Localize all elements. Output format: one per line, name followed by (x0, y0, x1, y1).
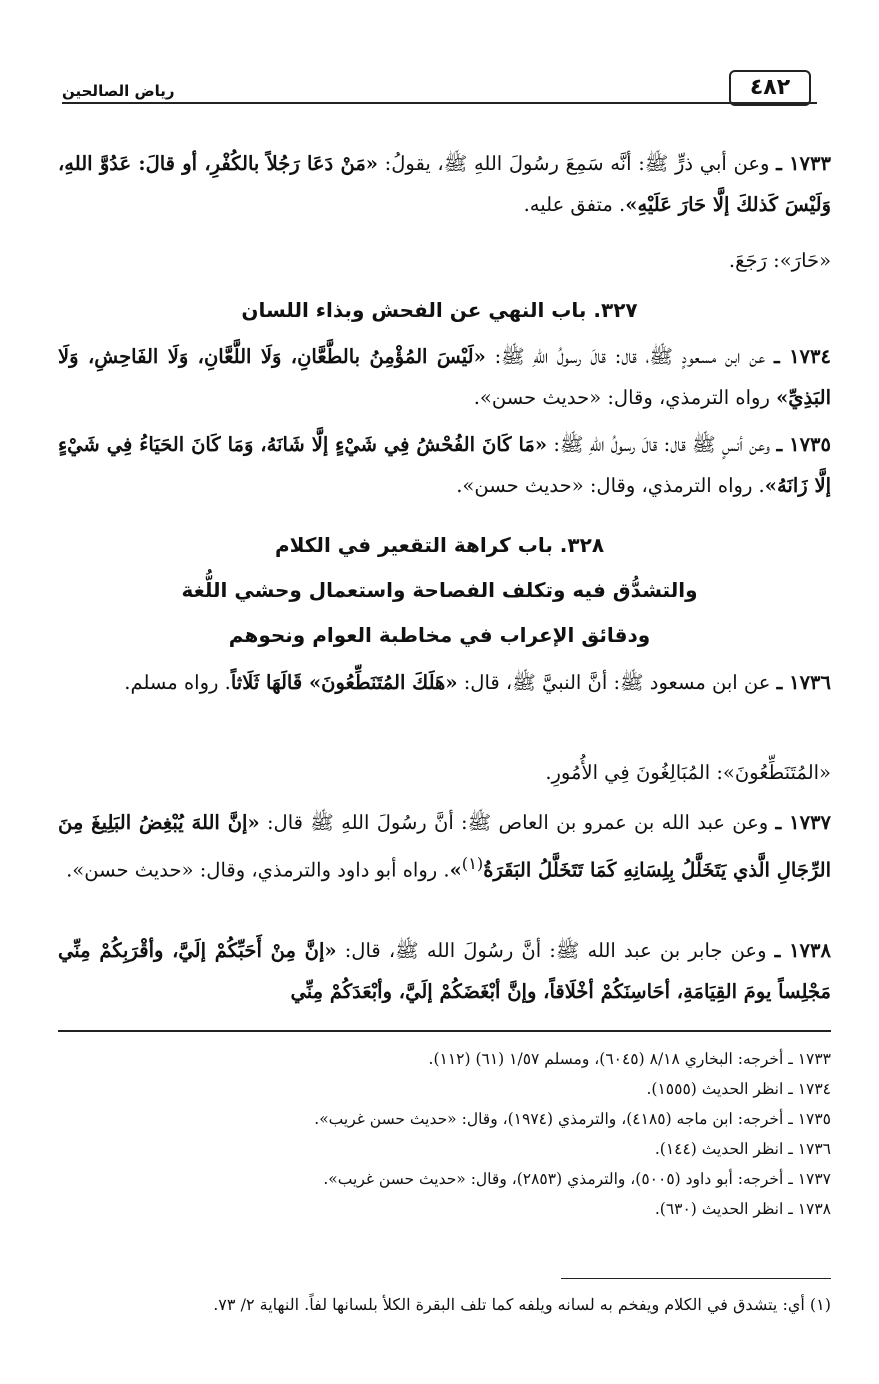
hadith-1733 (58, 143, 831, 225)
hadith-quote: «هَلَكَ المُتَنَطِّعُونَ» قَالَهَا ثَلَاثاً (230, 671, 458, 694)
hadith-intro: عن ابن مسعود ﷺ: أنَّ النبيَّ ﷺ، قال: (457, 671, 777, 694)
chapter-heading-328-line-3: ودقائق الإعراب في مخاطبة العوام ونحوهم (228, 623, 651, 647)
footnote-1735: ١٧٣٥ ـ أخرجه: ابن ماجه (٤١٨٥)، والترمذي (١٩٧٤)، وقال: «حديث حسن غريب». (314, 1110, 831, 1128)
hadith-1738 (58, 930, 831, 1012)
hadith-number: ١٧٣٨ ـ (774, 939, 831, 962)
chapter-heading-328-line-1: ٣٢٨. باب كراهة التقعير في الكلام (274, 533, 605, 557)
quote-close: » (449, 858, 462, 882)
hadith-number: ١٧٣٧ ـ (775, 811, 832, 834)
hadith-1735 (58, 424, 831, 506)
hadith-source: . متفق عليه. (523, 193, 626, 216)
hadith-number: ١٧٣٤ ـ (773, 345, 831, 368)
footnote-marker: (١) (461, 854, 484, 873)
hadith-intro: وعن جابر بن عبد الله ﷺ: أنَّ رسُولَ الله ﷺ، قال: (336, 939, 775, 962)
hadith-source: . رواه مسلم. (124, 671, 231, 694)
hadith-intro: عن ابن مسعودٍ ﷺ، قال: قالَ رسولُ اللهِ ﷺ: (485, 345, 774, 368)
hadith-source: . رواه أبو داود والترمذي، وقال: «حديث حسن». (66, 858, 450, 882)
hadith-intro: وعن عبد الله بن عمرو بن العاص ﷺ: أنَّ رسُولَ اللهِ ﷺ قال: (259, 811, 776, 834)
footnote-1736: ١٧٣٦ ـ انظر الحديث (١٤٤). (654, 1140, 831, 1158)
chapter-heading-328-line-2: والتشدُّق فيه وتكلف الفصاحة واستعمال وحشي اللُّغة (181, 578, 698, 602)
hadith-intro: وعن أنسٍ ﷺ قال: قالَ رسولُ اللهِ ﷺ: (547, 433, 777, 456)
hadith-source: رواه الترمذي، وقال: «حديث حسن». (473, 386, 777, 409)
hadith-1736 (58, 662, 831, 703)
footnotes (58, 1044, 831, 1224)
footnote-separator (58, 1030, 831, 1032)
hadith-quote: «مَنْ دَعَا رَجُلاً بالكُفْرِ، أو قالَ: عَدُوَّ اللهِ، وَلَيْسَ كَذلكَ إلَّا حَارَ عَلَيْهِ» (58, 152, 831, 216)
hadith-1734 (58, 336, 831, 418)
hadith-source: . رواه الترمذي، وقال: «حديث حسن». (456, 474, 765, 497)
hadith-quote: «لَيْسَ المُؤْمِنُ بالطَّعَّانِ، وَلَا اللَّعَّانِ، وَلَا الفَاحِشِ، وَلَا البَذِيِّ» (58, 345, 831, 409)
explanatory-note: (١) أي: يتشدق في الكلام ويفخم به لسانه ويلفه كما تلف البقرة الكلأ بلسانها لفاً. النهاية ٢/ ٧٣. (213, 1295, 831, 1314)
hadith-quote: «مَا كَانَ الفُحْشُ فِي شَيْءٍ إلَّا شَانَهُ، وَمَا كَانَ الحَيَاءُ فِي شَيْءٍ إلَّا زَانَهُ» (58, 433, 831, 497)
hadith-number: ١٧٣٣ ـ (776, 152, 831, 175)
footnote-1733: ١٧٣٣ ـ أخرجه: البخاري ٨/١٨ (٦٠٤٥)، ومسلم ١/٥٧ (٦١) (١١٢). (428, 1050, 831, 1068)
book-title: رياض الصالحين (62, 82, 175, 100)
note-separator (561, 1278, 831, 1279)
gloss-1733 (58, 240, 831, 281)
page-number: ٤٨٢ (729, 70, 811, 106)
hadith-number: ١٧٣٦ ـ (776, 671, 831, 694)
gloss-text: «حَارَ»: رَجَعَ. (728, 249, 831, 272)
hadith-1737 (58, 802, 831, 891)
hadith-number: ١٧٣٥ ـ (776, 433, 831, 456)
page-header (62, 68, 817, 104)
header-rule (62, 102, 817, 104)
footnote-1734: ١٧٣٤ ـ انظر الحديث (١٥٥٥). (646, 1080, 831, 1098)
gloss-1736 (58, 752, 831, 793)
hadith-quote: «إنَّ مِنْ أَحَبِّكُمْ إلَيَّ، وأقْرَبِكُمْ مِنِّي مَجْلِساً يومَ القِيَامَةِ، أحَاسِنَكُمْ أخْلَاقاً، وإنَّ أبْغَضَكُمْ إلَيَّ، وأبْعَدَكُمْ مِنِّي (58, 939, 831, 1003)
gloss-text: «المُتَنَطِّعُونَ»: المُبَالِغُونَ فِي الأُمُورِ. (545, 761, 831, 784)
hadith-quote: «إنَّ اللهَ يُبْغِضُ البَلِيغَ مِنَ الرِّجَالِ الَّذي يَتَخَلَّلُ بِلِسَانِهِ كَمَا تَتَخَلَّلُ البَقَرَةُ (58, 811, 831, 882)
footnote-1738: ١٧٣٨ ـ انظر الحديث (٦٣٠). (654, 1200, 831, 1218)
chapter-heading-327: ٣٢٧. باب النهي عن الفحش وبذاء اللسان (241, 298, 638, 322)
footnote-1737: ١٧٣٧ ـ أخرجه: أبو داود (٥٠٠٥)، والترمذي (٢٨٥٣)، وقال: «حديث حسن غريب». (323, 1170, 831, 1188)
hadith-intro: وعن أبي ذرٍّ ﷺ: أنَّه سَمِعَ رسُولَ اللهِ ﷺ، يقولُ: (377, 152, 777, 175)
